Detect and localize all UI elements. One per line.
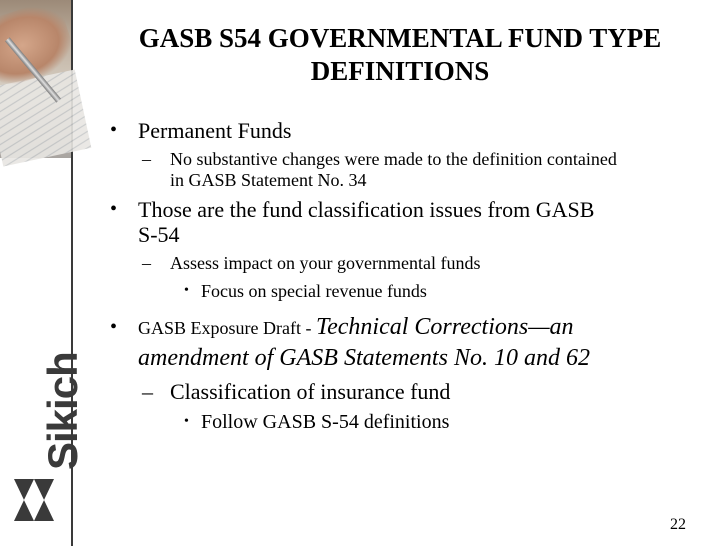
bullet-icon: • — [110, 198, 118, 220]
bullet-icon: • — [184, 283, 189, 298]
slide-content — [108, 118, 708, 443]
dash-icon: – — [142, 149, 151, 169]
logo-text: Sikich — [39, 352, 86, 470]
bullet-icon: • — [184, 414, 189, 429]
sub-sub-bullet-special-revenue: • Focus on special revenue funds — [184, 281, 427, 301]
logo-mark-icon — [10, 475, 58, 525]
bullet-classification-issues: • Those are the fund classification issues from GASB S-54 — [110, 197, 595, 247]
dash-icon: – — [142, 379, 153, 404]
sidebar — [0, 0, 86, 546]
sub-sub-bullet-follow-definitions: • Follow GASB S-54 definitions — [184, 411, 450, 433]
sikich-logo — [4, 352, 86, 530]
hand-document-photo — [0, 0, 71, 158]
slide-title: GASB S54 GOVERNMENTAL FUND TYPE DEFINITIONS — [138, 23, 662, 86]
page-number: 22 — [670, 516, 686, 533]
bullet-icon: • — [110, 119, 118, 141]
sub-bullet-assess-impact: – Assess impact on your governmental funds — [142, 253, 481, 273]
bullet-icon: • — [110, 316, 118, 338]
sub-bullet-no-changes: – No substantive changes were made to the definition contained in GASB Statement No. 34 — [142, 149, 617, 190]
dash-icon: – — [142, 253, 151, 273]
bullet-exposure-draft: • GASB Exposure Draft - Technical Corrections—an amendment of GASB Statements No. 10 and 62 — [110, 314, 590, 371]
sub-bullet-insurance-fund: – Classification of insurance fund — [142, 379, 451, 404]
bullet-permanent-funds: • Permanent Funds — [110, 118, 292, 143]
